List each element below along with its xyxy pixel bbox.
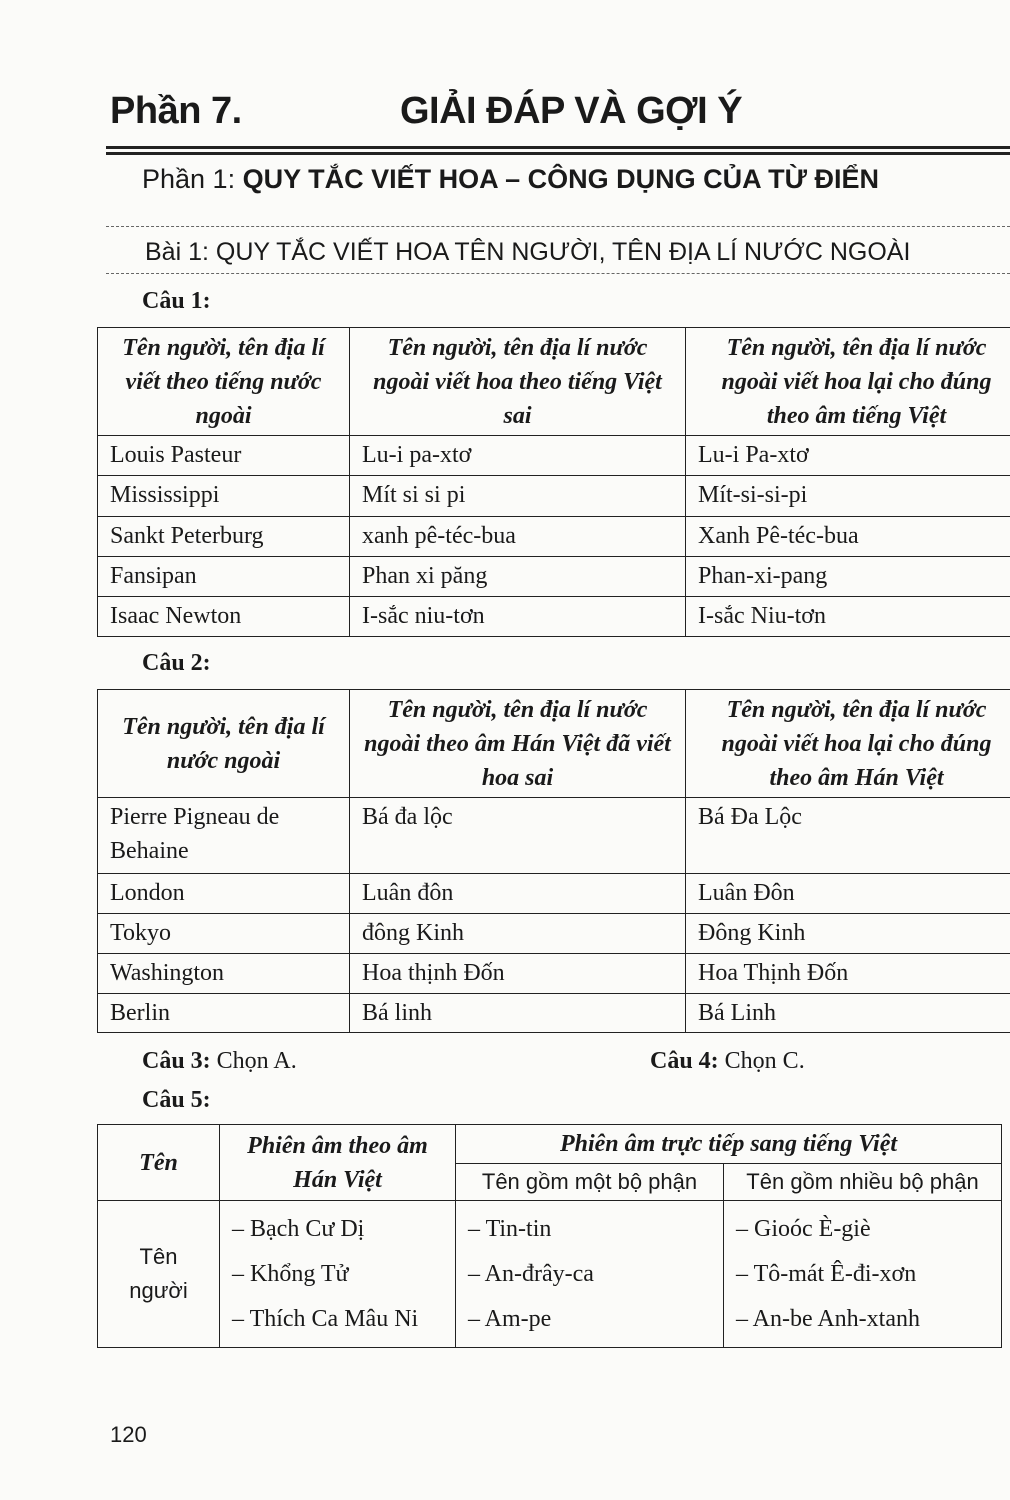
divider	[106, 152, 1010, 155]
lesson-title: Bài 1: QUY TẮC VIẾT HOA TÊN NGƯỜI, TÊN ĐỊA LÍ NƯỚC NGOÀI	[145, 238, 911, 266]
list-item: – An-be Anh-xtanh	[736, 1305, 920, 1332]
table-cell: xanh pê-téc-bua	[350, 517, 686, 557]
header-row	[98, 328, 1010, 436]
row-label: Tên người	[98, 1201, 220, 1348]
table-cell: Đông Kinh	[686, 914, 1010, 954]
table-row	[98, 557, 1010, 597]
section-name: QUY TẮC VIẾT HOA – CÔNG DỤNG CỦA TỪ ĐIỂN	[242, 164, 880, 194]
question-4	[650, 1048, 805, 1075]
list-item: – Khổng Tử	[232, 1260, 349, 1287]
header-hanviet: Phiên âm theo âm Hán Việt	[220, 1125, 456, 1201]
table-cell: Bá Đa Lộc	[686, 798, 1010, 874]
table-cell: Berlin	[98, 994, 350, 1033]
header-many-parts: Tên gồm nhiều bộ phận	[724, 1164, 1002, 1201]
table-cell: Lu-i Pa-xtơ	[686, 436, 1010, 476]
table-cell: Phan xi păng	[350, 557, 686, 597]
table-cell: Luân Đôn	[686, 874, 1010, 914]
question-3	[142, 1048, 297, 1075]
header-name: Tên	[98, 1125, 220, 1201]
hanviet-cell	[220, 1201, 456, 1348]
table-cell: Hoa thịnh Đốn	[350, 954, 686, 994]
table-row	[98, 476, 1010, 517]
table-cell: Luân đôn	[350, 874, 686, 914]
table-cell: Mississippi	[98, 476, 350, 517]
table-cell: I-sắc Niu-tơn	[686, 597, 1010, 637]
table-cell: Mít si si pi	[350, 476, 686, 517]
table-cell: Isaac Newton	[98, 597, 350, 637]
column-header: Tên người, tên địa lí nước ngoài viết hoa theo tiếng Việt sai	[350, 328, 686, 436]
list-item: – Tô-mát Ê-đi-xơn	[736, 1260, 917, 1287]
divider	[106, 146, 1010, 149]
list-item: – Am-pe	[468, 1305, 552, 1332]
table-row	[98, 517, 1010, 557]
q3-answer: Chọn A.	[210, 1048, 297, 1074]
list-item: – Bạch Cư Dị	[232, 1215, 365, 1242]
q3-label: Câu 3:	[142, 1048, 211, 1074]
table-row	[98, 597, 1010, 637]
table-row	[98, 798, 1010, 874]
column-header: Tên người, tên địa lí nước ngoài viết hoa lại cho đúng theo âm Hán Việt	[686, 690, 1010, 798]
question-2-label	[142, 650, 211, 677]
part-label: Phần 7.	[110, 90, 242, 132]
list-item: – Tin-tin	[468, 1215, 552, 1242]
list-item: – Gioóc È-giè	[736, 1215, 871, 1242]
column-header: Tên người, tên địa lí nước ngoài	[98, 690, 350, 798]
table-cell: I-sắc niu-tơn	[350, 597, 686, 637]
q4-answer: Chọn C.	[718, 1048, 805, 1074]
table-cell: Hoa Thịnh Đốn	[686, 954, 1010, 994]
table-cell: Phan-xi-pang	[686, 557, 1010, 597]
column-header: Tên người, tên địa lí nước ngoài theo âm Hán Việt đã viết hoa sai	[350, 690, 686, 798]
column-header: Tên người, tên địa lí nước ngoài viết hoa lại cho đúng theo âm tiếng Việt	[686, 328, 1010, 436]
page-number: 120	[110, 1422, 147, 1447]
q4-label: Câu 4:	[650, 1048, 719, 1074]
table-cell: Bá Linh	[686, 994, 1010, 1033]
question-1-table	[97, 327, 1010, 637]
table-cell: London	[98, 874, 350, 914]
question-5-table	[97, 1124, 1002, 1348]
list-item: – An-đrây-ca	[468, 1260, 594, 1287]
table-cell: Pierre Pigneau de Behaine	[98, 798, 350, 874]
table-cell: Bá đa lộc	[350, 798, 686, 874]
table-cell: Lu-i pa-xtơ	[350, 436, 686, 476]
many-parts-cell	[724, 1201, 1002, 1348]
table-cell: Bá linh	[350, 994, 686, 1033]
table-row	[98, 436, 1010, 476]
table-cell: Mít-si-si-pi	[686, 476, 1010, 517]
section-title	[142, 164, 879, 195]
header-one-part: Tên gồm một bộ phận	[456, 1164, 724, 1201]
q2-label: Câu 2:	[142, 650, 211, 676]
header-row	[98, 690, 1010, 798]
column-header: Tên người, tên địa lí viết theo tiếng nước ngoài	[98, 328, 350, 436]
table-cell: Fansipan	[98, 557, 350, 597]
table-cell: Sankt Peterburg	[98, 517, 350, 557]
list-item: – Thích Ca Mâu Ni	[232, 1305, 419, 1332]
question-1-label	[142, 288, 211, 315]
q5-label: Câu 5:	[142, 1087, 211, 1113]
part-heading: GIẢI ĐÁP VÀ GỢI Ý	[400, 90, 743, 132]
table-cell: Washington	[98, 954, 350, 994]
table-row	[98, 994, 1010, 1033]
table-cell: Tokyo	[98, 914, 350, 954]
q1-label: Câu 1:	[142, 288, 211, 314]
table-cell: đông Kinh	[350, 914, 686, 954]
divider	[106, 273, 1010, 274]
question-5-label	[142, 1087, 211, 1114]
table-row	[98, 914, 1010, 954]
divider	[106, 226, 1010, 227]
header-direct: Phiên âm trực tiếp sang tiếng Việt	[456, 1125, 1002, 1164]
table-row	[98, 954, 1010, 994]
section-prefix: Phần 1:	[142, 164, 243, 194]
table-cell: Xanh Pê-téc-bua	[686, 517, 1010, 557]
table-cell: Louis Pasteur	[98, 436, 350, 476]
question-2-table	[97, 689, 1010, 1033]
table-row	[98, 874, 1010, 914]
one-part-cell	[456, 1201, 724, 1348]
